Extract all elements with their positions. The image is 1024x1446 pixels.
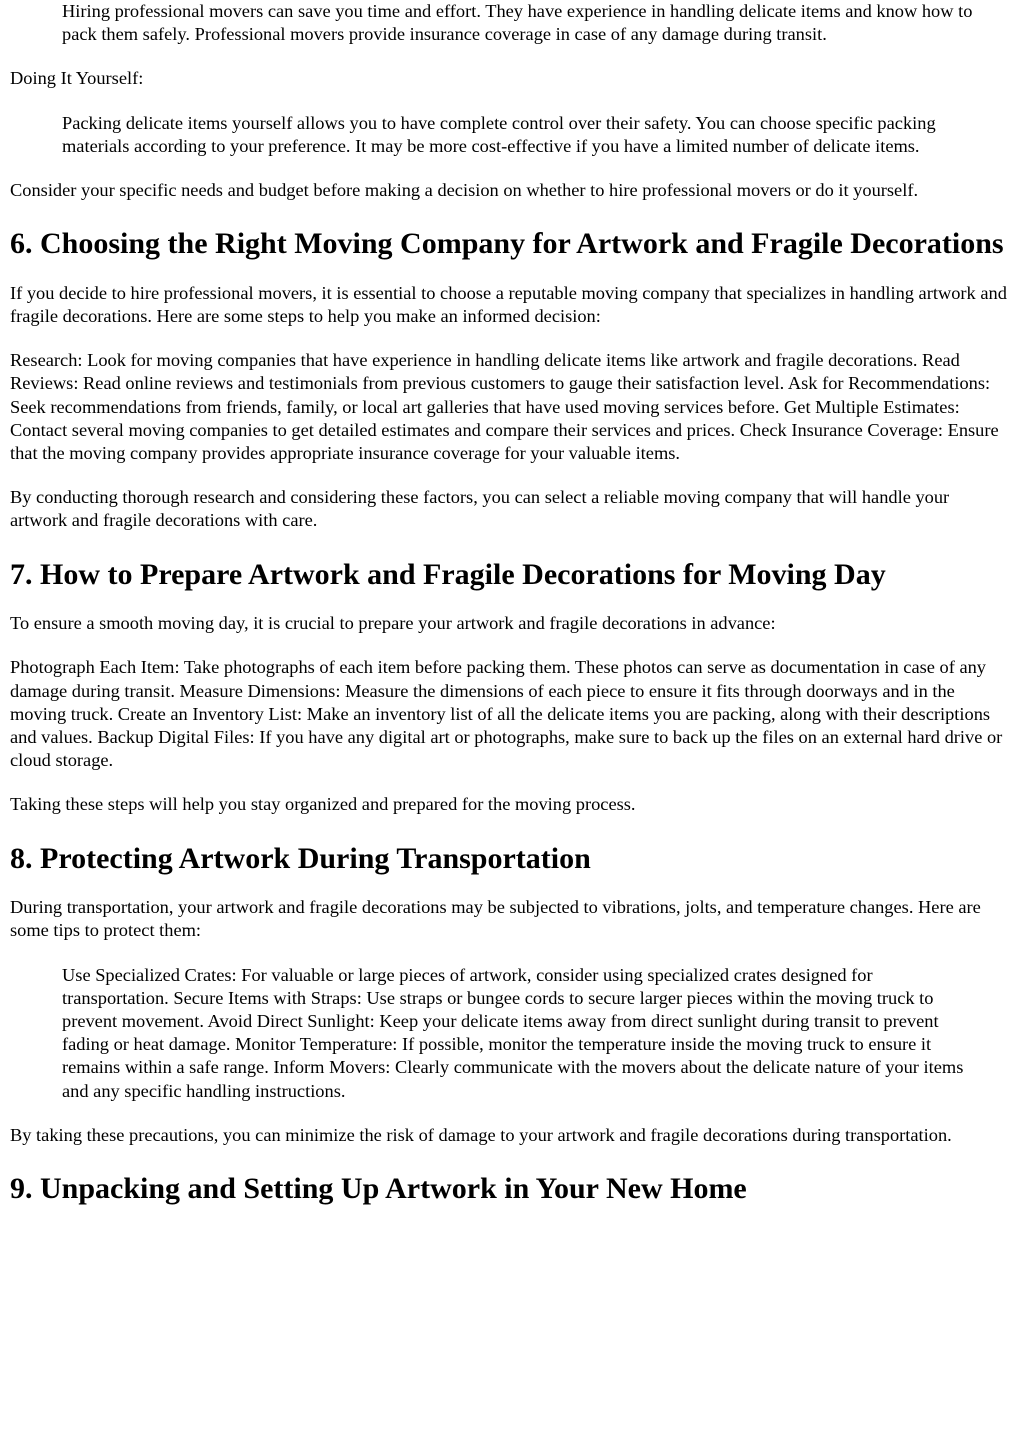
section-6-heading: 6. Choosing the Right Moving Company for Artwork and Fragile Decorations	[10, 227, 1004, 261]
section-6-conclusion: By conducting thorough research and considering these factors, you can select a reliable moving company that will handle your artwork and fragile decorations with care.	[10, 487, 950, 531]
section-8-conclusion: By taking these precautions, you can minimize the risk of damage to your artwork and fragile decorations during transportation.	[10, 1124, 952, 1145]
section-9-heading: 9. Unpacking and Setting Up Artwork in Your New Home	[10, 1172, 747, 1206]
diy-paragraph: Packing delicate items yourself allows you to have complete control over their safety. You can choose specific packing materials according to your preference. It may be more cost-effective if you have a limited number of delicate items.	[62, 112, 936, 156]
section-6-intro: If you decide to hire professional movers, it is essential to choose a reputable moving company that specializes in handling artwork and fragile decorations. Here are some steps to help you make an informed decision:	[10, 282, 1007, 327]
section-8-tips: Use Specialized Crates: For valuable or large pieces of artwork, consider using specialized crates designed for transportation. Secure Items with Straps: Use straps or bungee cords to secure larger pieces within the moving truck to prevent movement. Avoid Direct Sunlight: Keep your delicate items away from direct sunlight during transit to prevent fading or heat damage. Monitor Temperature: If possible, monitor the temperature inside the moving truck to ensure it remains within a safe range. Inform Movers: Clearly communicate with the movers about the delicate nature of your items and any specific handling instructions.	[62, 964, 964, 1101]
section-7-steps: Photograph Each Item: Take photographs of each item before packing them. These photos can serve as documentation in case of any damage during transit. Measure Dimensions: Measure the dimensions of each piece to ensure it fits through doorways and in the moving truck. Create an Inventory List: Make an inventory list of all the delicate items you are packing, along with their descriptions and values. Backup Digital Files: If you have any digital art or photographs, make sure to back up the files on an external hard drive or cloud storage.	[10, 657, 1003, 771]
section-7-heading: 7. How to Prepare Artwork and Fragile Decorations for Moving Day	[10, 557, 886, 591]
choice-conclusion-paragraph: Consider your specific needs and budget before making a decision on whether to hire professional movers or do it yourself.	[10, 180, 919, 201]
section-8-intro: During transportation, your artwork and fragile decorations may be subjected to vibrations, jolts, and temperature changes. Here are some tips to protect them:	[10, 897, 981, 941]
section-7-intro: To ensure a smooth moving day, it is crucial to prepare your artwork and fragile decorations in advance:	[10, 613, 776, 634]
section-8-heading: 8. Protecting Artwork During Transportation	[10, 841, 591, 875]
article-body	[10, 0, 1010, 1207]
section-6-steps: Research: Look for moving companies that have experience in handling delicate items like artwork and fragile decorations. Read Reviews: Read online reviews and testimonials from previous customers to gauge their satisfaction level. Ask for Recommendations: Seek recommendations from friends, family, or local art galleries that have used moving services before. Get Multiple Estimates: Contact several moving companies to get detailed estimates and compare their services and prices. Check Insurance Coverage: Ensure that the moving company provides appropriate insurance coverage for your valuable items.	[10, 350, 999, 464]
diy-label: Doing It Yourself:	[10, 68, 144, 89]
professional-movers-paragraph: Hiring professional movers can save you time and effort. They have experience in handling delicate items and know how to pack them safely. Professional movers provide insurance coverage in case of any damage during transit.	[62, 1, 973, 45]
section-7-conclusion: Taking these steps will help you stay organized and prepared for the moving process.	[10, 794, 636, 815]
